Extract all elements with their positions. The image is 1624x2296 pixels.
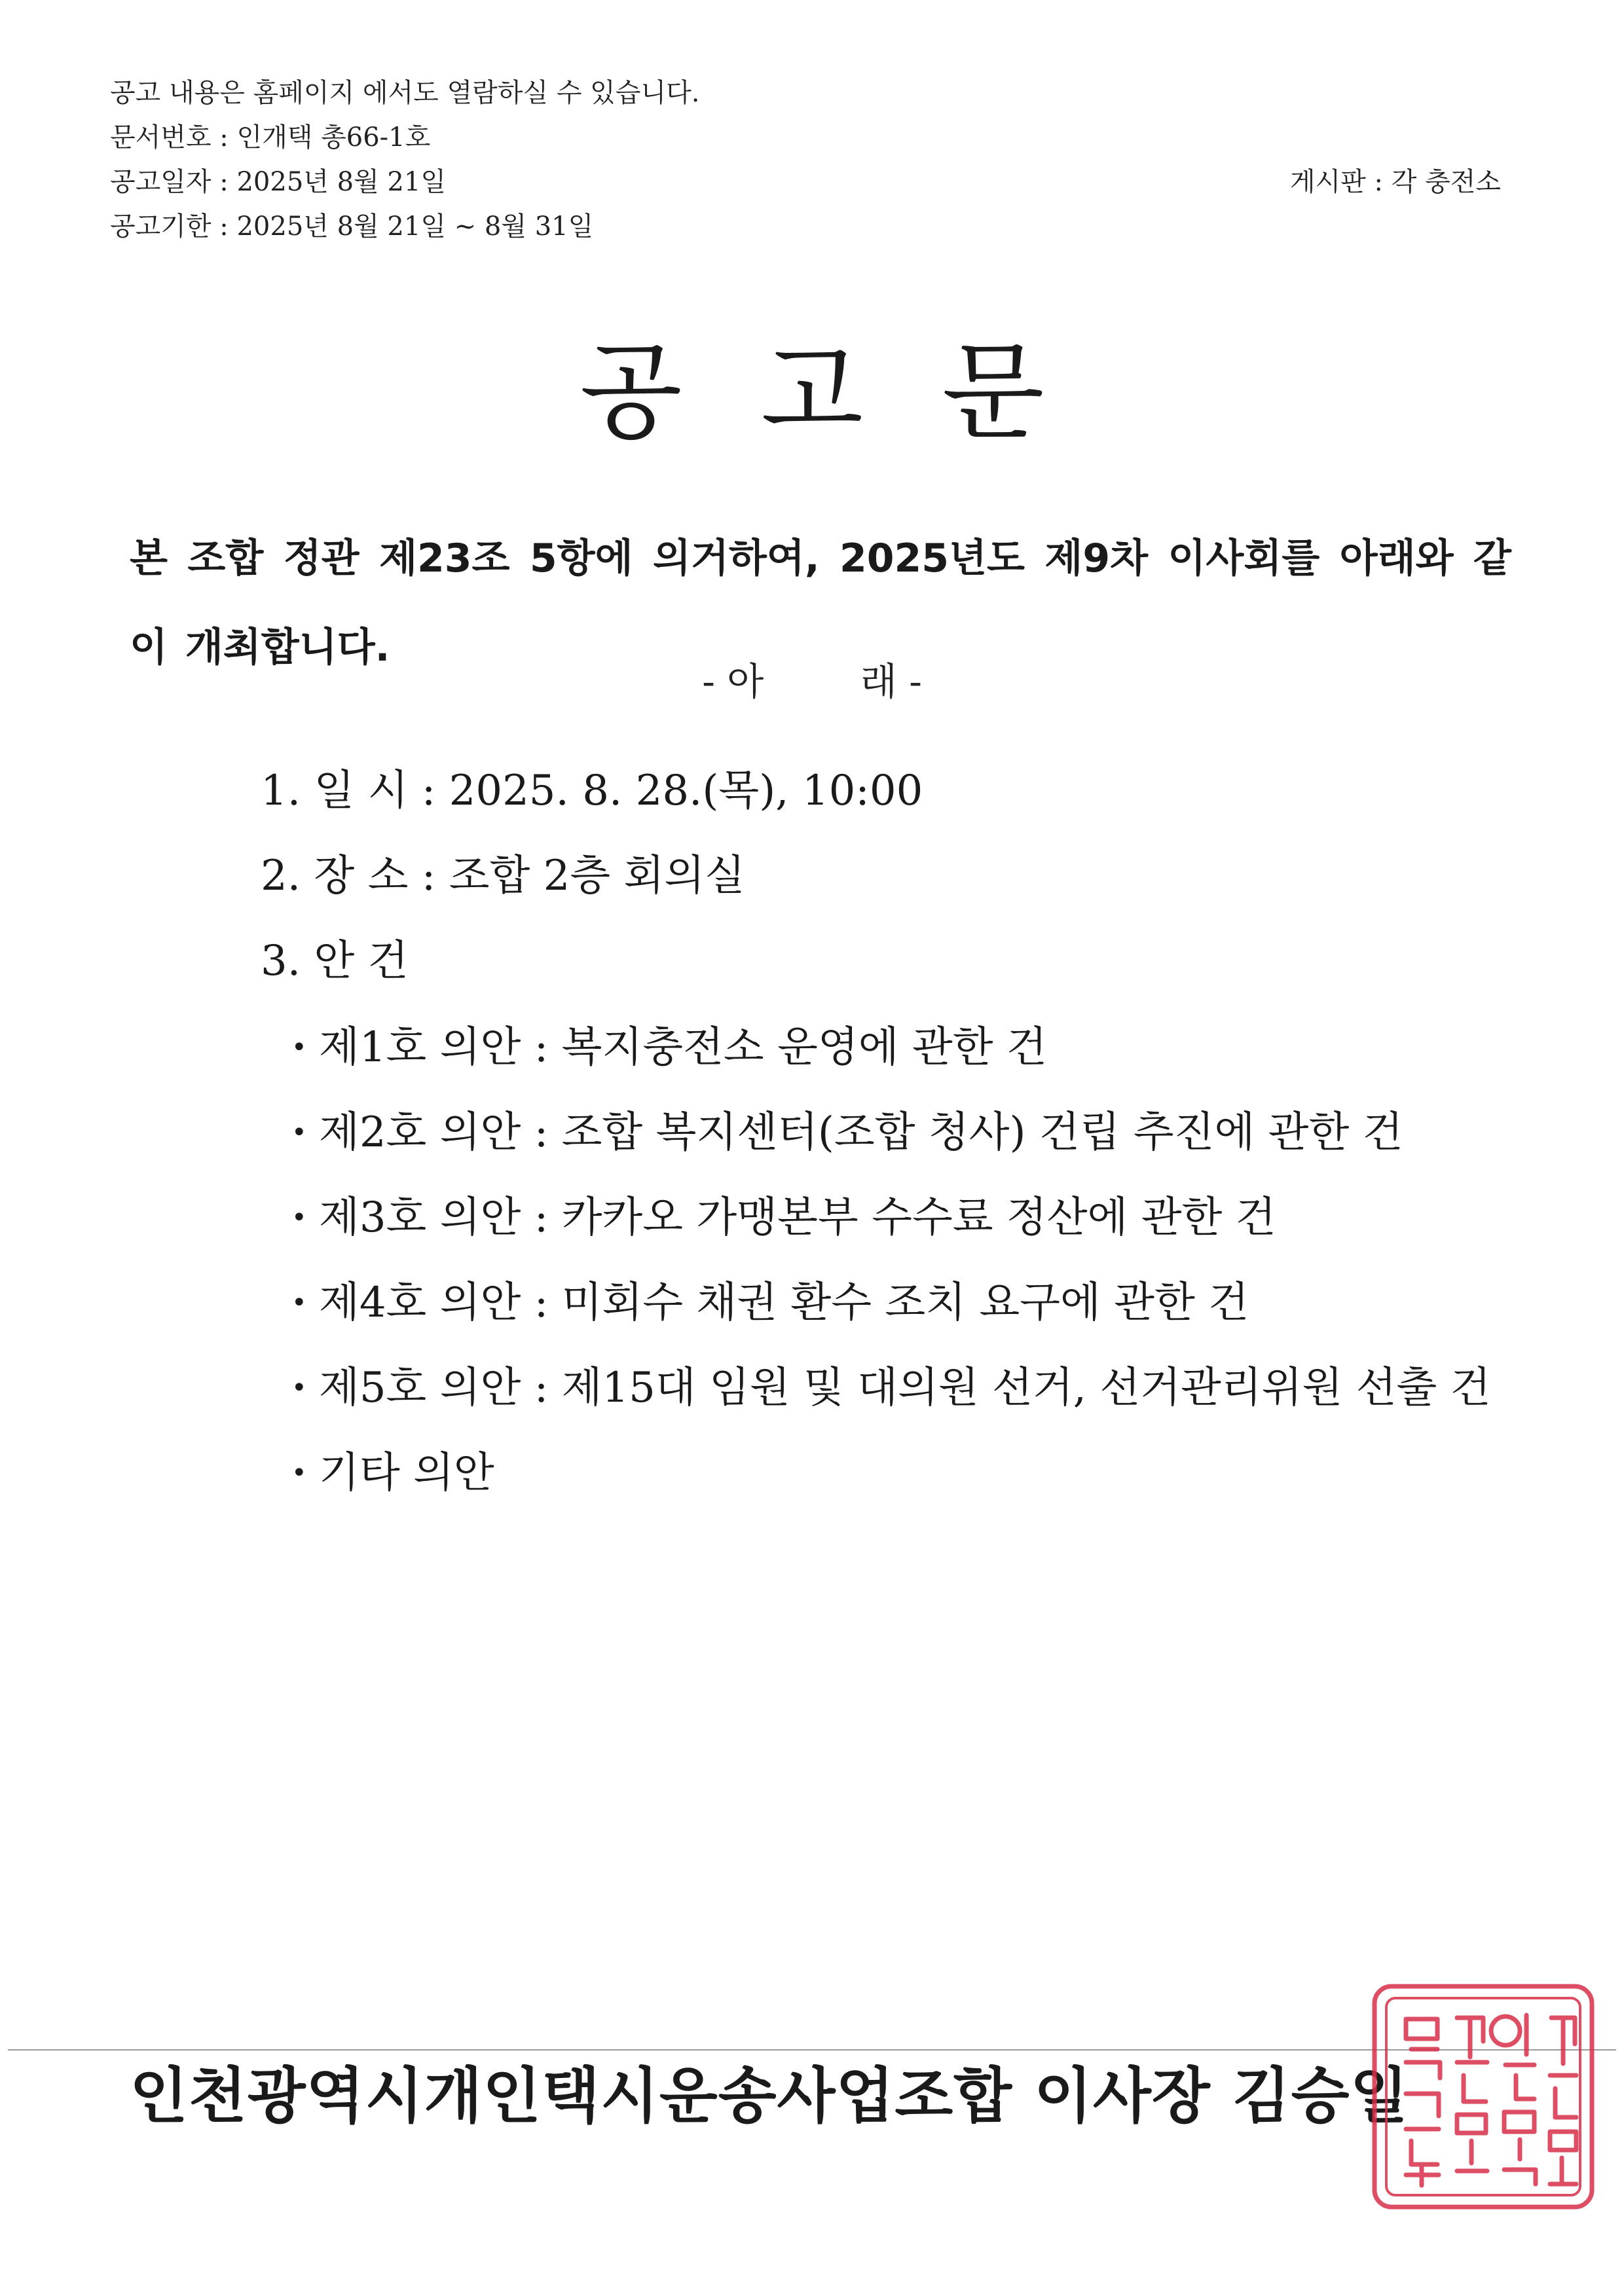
bullet-icon: • [291, 1118, 307, 1148]
agenda-item [291, 1362, 1490, 1414]
agenda-item [291, 1192, 1276, 1244]
bullet-icon: • [291, 1203, 307, 1233]
agenda-text: 제2호 의안 : 조합 복지센터(조합 청사) 건립 추진에 관한 건 [319, 1108, 1403, 1157]
agenda-item [291, 1447, 494, 1499]
bullet-icon: • [291, 1288, 307, 1318]
notice-line: 공고 내용은 홈페이지 에서도 열람하실 수 있습니다. [110, 78, 700, 108]
agenda-text: 제4호 의안 : 미회수 채권 환수 조치 요구에 관한 건 [319, 1279, 1249, 1327]
intro-paragraph: 본 조합 정관 제23조 5항에 의거하여, 2025년도 제9차 이사회를 아래와 같이 개최합니다. [130, 536, 1511, 670]
agenda-item [291, 1021, 1047, 1074]
official-seal-icon [1365, 1977, 1601, 2216]
agenda-item [291, 1106, 1403, 1159]
bullet-icon: • [291, 1032, 307, 1063]
notice-date: 공고일자 : 2025년 8월 21일 [110, 167, 446, 197]
bullet-icon: • [291, 1458, 307, 1488]
item-agenda-label: 3. 안 건 [261, 937, 409, 985]
notice-period: 공고기한 : 2025년 8월 21일 ~ 8월 31일 [110, 211, 594, 242]
document-number: 문서번호 : 인개택 총66-1호 [110, 122, 431, 153]
agenda-text: 제1호 의안 : 복지충전소 운영에 관한 건 [319, 1023, 1047, 1072]
item-place: 2. 장 소 : 조합 2층 회의실 [261, 852, 745, 900]
agenda-item [291, 1277, 1249, 1329]
issuer-signature: 인천광역시개인택시운송사업조합 이사장 김승일 [130, 2061, 1409, 2131]
agenda-text: 제5호 의안 : 제15대 임원 및 대의원 선거, 선거관리위원 선출 건 [319, 1364, 1491, 1412]
item-datetime: 1. 일 시 : 2025. 8. 28.(목), 10:00 [261, 767, 923, 815]
sub-heading: - 아 래 - [702, 659, 922, 704]
page-title: 공고문 [580, 331, 1123, 454]
agenda-text: 제3호 의안 : 카카오 가맹본부 수수료 정산에 관한 건 [319, 1194, 1276, 1242]
bullet-icon: • [291, 1373, 307, 1403]
agenda-text: 기타 의안 [319, 1449, 494, 1497]
bulletin-board: 게시판 : 각 충전소 [1289, 167, 1501, 197]
